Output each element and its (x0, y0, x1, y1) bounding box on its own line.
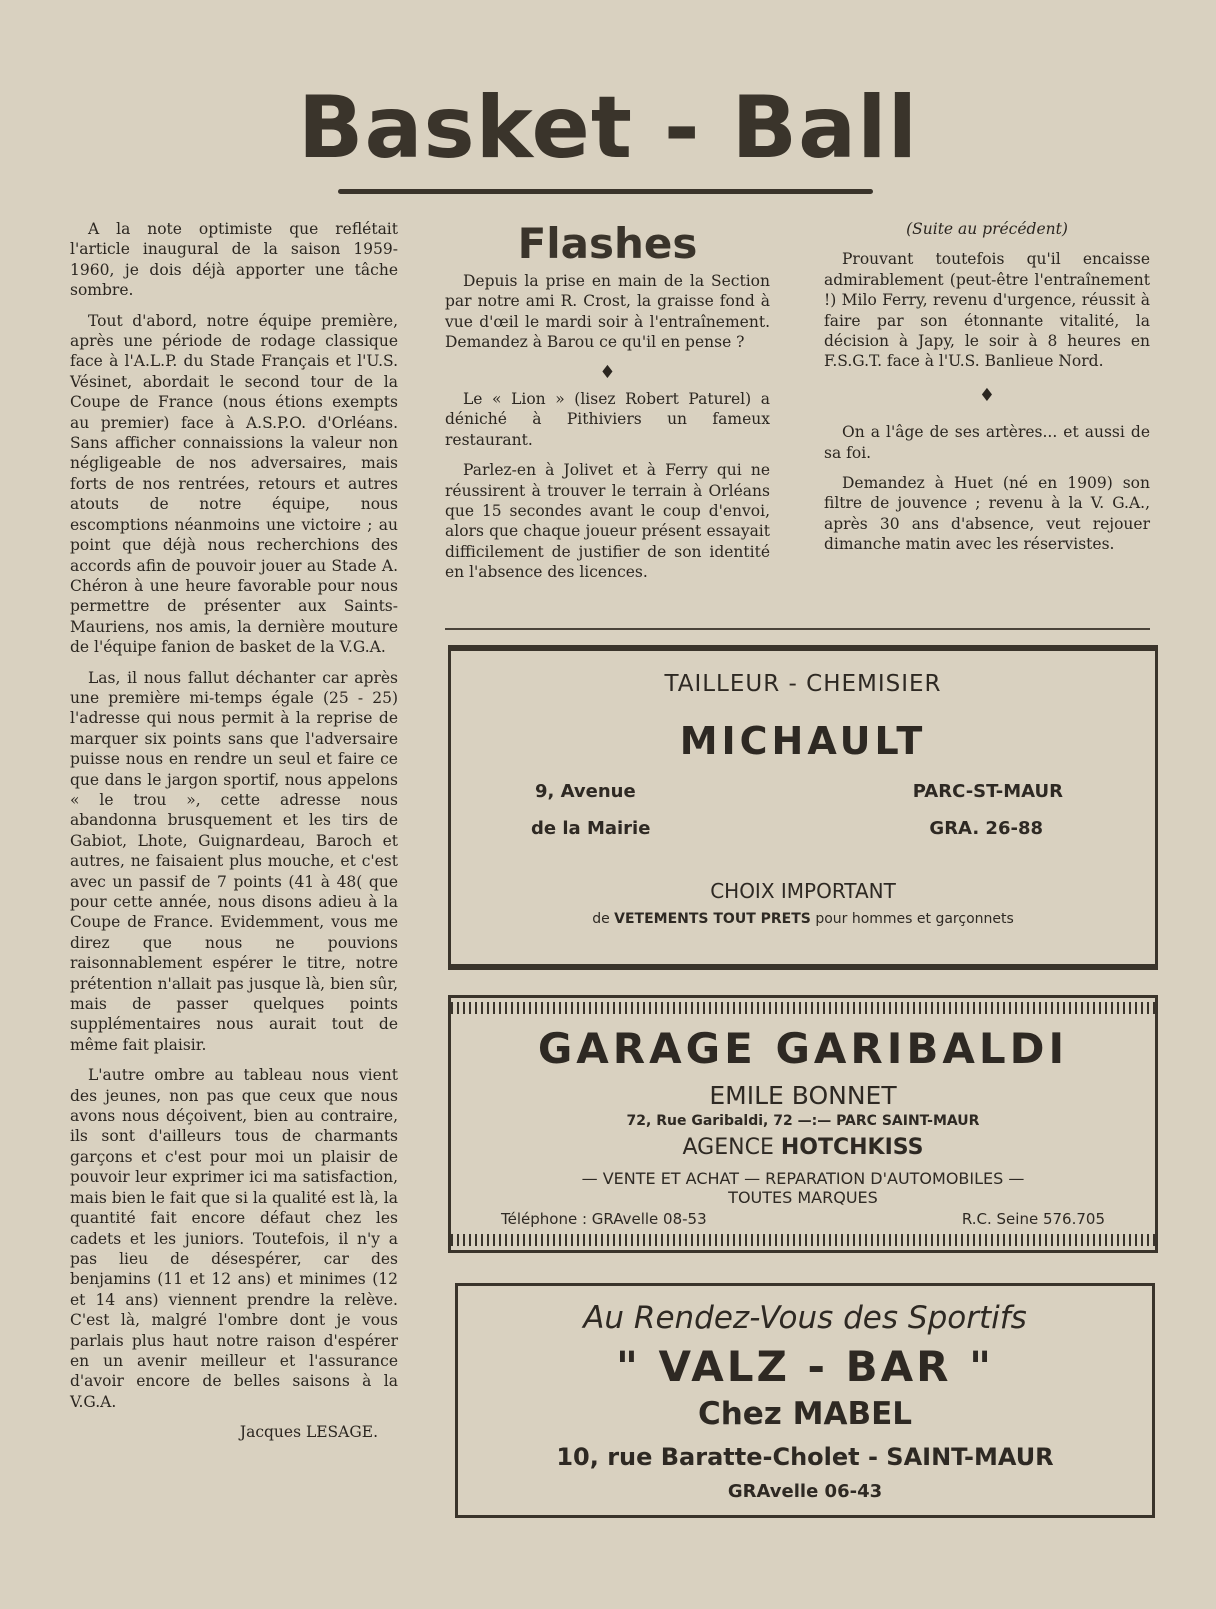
article-column-2 (445, 219, 770, 593)
paragraph: L'autre ombre au tableau nous vient des jeunes, non pas que ceux que nous avons nous déçoivent, bien au contraire, ils sont d'ailleurs tous de charmants garçons et c'est pour moi un plaisir de pouvoir leur exprimer ici ma satisfaction, mais bien le fait que si la qualité est là, la quantité fait encore défaut chez les cadets et les juniors. Toutefois, il n'y a pas lieu de désespérer, car des benjamins (11 et 12 ans) et minimes (12 et 14 ans) viennent prendre la relève. C'est là, malgré l'ombre dont je vous parlais plus haut notre raison d'espérer en un avenir meilleur et l'assurance d'avoir encore de belles saisons à la V.G.A. (70, 1066, 398, 1411)
ad-marques: TOUTES MARQUES (728, 1188, 878, 1207)
ad-address-line-1: 9, Avenue (535, 781, 636, 802)
ad-detail (451, 911, 1155, 927)
paragraph: On a l'âge de ses artères... et aussi de sa foi. (824, 423, 1150, 462)
paragraph: Demandez à Huet (né en 1909) son filtre de jouvence ; revenu à la V. G.A., après 30 ans d'absence, veut rejouer dimanche matin avec les réservistes. (824, 474, 1150, 554)
ad-agence-label: AGENCE (682, 1135, 774, 1160)
ad-owner: Chez MABEL (697, 1396, 913, 1432)
continuation-note: (Suite au précédent) (906, 220, 1068, 238)
ad-business-name: GARAGE GARIBALDI (537, 1024, 1069, 1073)
paragraph: Las, il nous fallut déchanter car après une première mi-temps égale (25 - 25) l'adresse qui nous permit à la reprise de marquer six points sans que l'adversaire puisse nous en rendre un seul et faire ce que dans le jargon sportif, nous appelons « le trou », cette adresse nous abandonna brusquement et les tirs de Gabiot, Lhote, Guignardeau, Baroch et autres, ne faisaient plus mouche, et c'est avec un passif de 7 points (41 à 48( que pour cette année, nous disons adieu à la Coupe de France. Evidemment, vous me direz que nous ne pouvions raisonnablement espérer le titre, notre prétention n'allait pas jusque là, bien sûr, mais de passer quelques points supplémentaires nous aurait tout de même fait plaisir. (70, 668, 398, 1054)
page-title: Basket - Ball (297, 78, 919, 178)
paragraph: Le « Lion » (lisez Robert Paturel) a déniché à Pithiviers un fameux restaurant. (445, 390, 770, 449)
ad-detail-suffix: pour hommes et garçonnets (815, 911, 1014, 927)
ad-phone: GRA. 26-88 (929, 818, 1043, 839)
ad-detail-bold: VETEMENTS TOUT PRETS (614, 911, 811, 927)
paragraph: Tout d'abord, notre équipe première, après une période de rodage classique face à l'A.L.P. du Stade Français et l'U.S. Vésinet, abordait le second tour de la Coupe de France (nous étions exempts au premier) face à A.S.P.O. d'Orléans. Sans afficher connaissions la valeur non négligeable de nos adversaires, mais forts de nos rentrées, retours et autres atouts de notre équipe, nous escomptions néanmoins une victoire ; au point que déjà nous recherchions des accords afin de pouvoir jouer au Stade A. Chéron à une heure favorable pour nous permettre de présenter aux Saints-Mauriens, nos amis, la dernière mouture de l'équipe fanion de basket de la V.G.A. (70, 311, 398, 657)
ad-phone: GRAvelle 06-43 (727, 1481, 883, 1502)
ad-phone: Téléphone : GRAvelle 08-53 (501, 1210, 707, 1228)
article-column-3 (824, 219, 1150, 565)
section-title: Flashes (517, 219, 698, 268)
decorative-stripe-top (451, 1002, 1155, 1014)
diamond-separator-icon: ♦ (599, 361, 616, 383)
ad-agence (451, 1135, 1155, 1160)
ad-trade: TAILLEUR - CHEMISIER (664, 671, 942, 697)
article-column-1 (70, 219, 398, 1443)
title-underline (338, 189, 873, 194)
decorative-stripe-bottom (451, 1234, 1155, 1246)
ad-business-name: MICHAULT (679, 719, 927, 763)
paragraph: Prouvant toutefois qu'il encaisse admirablement (peut-être l'entraînement !) Milo Ferry, revenu d'urgence, réussit à faire par son étonnante vitalité, la décision à Japy, le soir à 8 heures en F.S.G.T. face à l'U.S. Banlieue Nord. (824, 250, 1150, 371)
ad-rc-number: R.C. Seine 576.705 (961, 1210, 1105, 1228)
paragraph: Depuis la prise en main de la Section par notre ami R. Crost, la graisse fond à vue d'œil le mardi soir à l'entraînement. Demandez à Barou ce qu'il en pense ? (445, 272, 770, 352)
author-signature: Jacques LESAGE. (239, 1423, 378, 1442)
ad-tagline: Au Rendez-Vous des Sportifs (583, 1300, 1027, 1336)
ad-city: PARC-ST-MAUR (912, 781, 1063, 802)
ad-address: 72, Rue Garibaldi, 72 —:— PARC SAINT-MAUR (626, 1113, 980, 1129)
diamond-separator-icon: ♦ (978, 384, 996, 406)
ad-brand: HOTCHKISS (780, 1135, 924, 1160)
ad-michault (448, 645, 1158, 970)
ad-owner: EMILE BONNET (709, 1081, 897, 1110)
ad-choice: CHOIX IMPORTANT (710, 879, 896, 903)
ad-address: 10, rue Baratte-Cholet - SAINT-MAUR (556, 1443, 1054, 1471)
section-divider (445, 628, 1150, 630)
ad-garage-garibaldi (448, 995, 1158, 1253)
paragraph: A la note optimiste que reflétait l'article inaugural de la saison 1959-1960, je dois déjà apporter une tâche sombre. (70, 220, 398, 300)
ad-valz-bar (455, 1283, 1155, 1518)
ad-business-name: " VALZ - BAR " (616, 1342, 994, 1391)
ad-detail-prefix: de (592, 911, 610, 927)
ad-address-line-2: de la Mairie (531, 818, 651, 839)
paragraph: Parlez-en à Jolivet et à Ferry qui ne réussirent à trouver le terrain à Orléans que 15 secondes avant le coup d'envoi, alors que chaque joueur présent essayait difficilement de justifier de son identité en l'absence des licences. (445, 461, 770, 582)
ad-services: — VENTE ET ACHAT — REPARATION D'AUTOMOBILES — (581, 1169, 1025, 1188)
